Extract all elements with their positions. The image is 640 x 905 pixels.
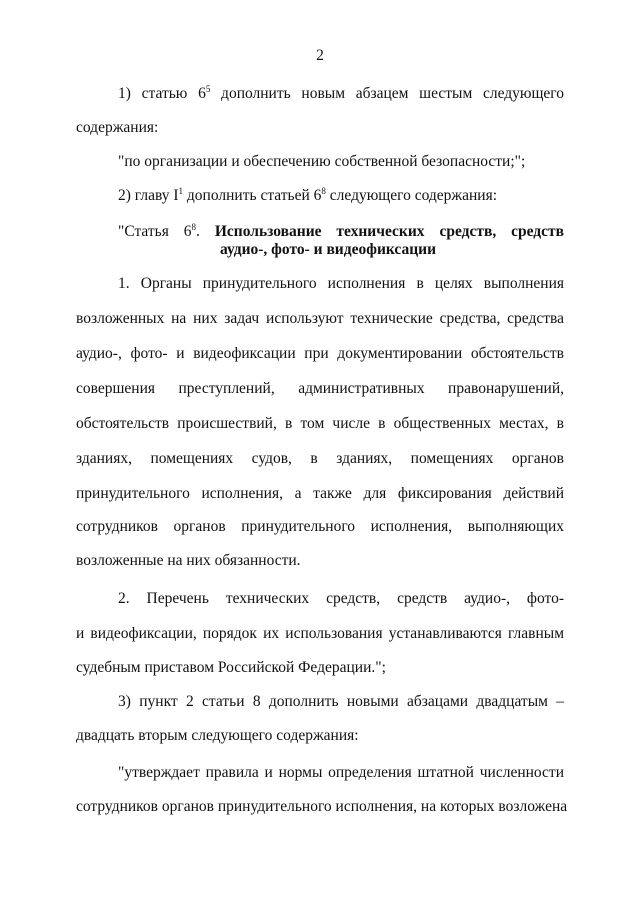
para2-line2: и видеофиксации, порядок их использования устанавливаются главным: [76, 625, 564, 642]
item2-text-b: дополнить статьей 6: [183, 187, 322, 204]
para1-line4: совершения преступлений, административных правонарушений,: [76, 380, 564, 397]
item1-quote: "по организации и обеспечению собственной безопасности;";: [118, 153, 526, 170]
para1-line1: 1. Органы принудительного исполнения в целях выполнения: [118, 275, 564, 292]
item2-text-a: 2) главу I: [118, 187, 179, 204]
para1-line9: возложенные на них обязанности.: [76, 552, 301, 569]
page-number: 2: [316, 47, 324, 64]
article-superscript: 8: [191, 222, 197, 232]
para1-line6: зданиях, помещениях судов, в зданиях, помещениях органов: [76, 450, 564, 467]
para2-line3: судебным приставом Российской Федерации.";: [76, 659, 386, 676]
item2-text-c: следующего содержания:: [325, 187, 498, 204]
item3-line2: двадцать вторым следующего содержания:: [76, 727, 359, 744]
item2-superscript-1: 1: [178, 186, 184, 196]
quote2-line2: сотрудников органов принудительного исполнения, на которых возложена: [76, 798, 568, 815]
item3-line1: 3) пункт 2 статьи 8 дополнить новыми абзацами двадцатым –: [118, 693, 564, 710]
para1-line2: возложенных на них задач используют технические средства, средства: [76, 310, 564, 327]
article-title-line1: Использование технических средств, средств: [214, 223, 564, 240]
quote2-line1: "утверждает правила и нормы определения штатной численности: [118, 764, 564, 781]
item1-superscript: 5: [205, 84, 211, 94]
item1-text-a: 1) статью 6: [118, 85, 206, 102]
para1-line7: принудительного исполнения, а также для фиксирования действий: [76, 485, 564, 502]
para2-line1: 2. Перечень технических средств, средств аудио-, фото-: [118, 590, 564, 607]
item2-line: [118, 187, 564, 205]
article-label-dot: .: [196, 223, 215, 240]
para1-line3: аудио-, фото- и видеофиксации при документировании обстоятельств: [76, 345, 564, 362]
item1-line2: содержания:: [76, 119, 159, 136]
para1-line5: обстоятельств происшествий, в том числе в общественных местах, в: [76, 415, 564, 432]
article-title-line2: аудио-, фото- и видеофиксации: [220, 241, 437, 258]
item2-superscript-2: 8: [321, 186, 326, 196]
para1-line8: сотрудников органов принудительного исполнения, выполняющих: [76, 518, 564, 535]
article-label: "Статья 6: [118, 223, 192, 240]
item1-text-b: дополнить новым абзацем шестым следующего: [210, 85, 565, 102]
item1-line1: [118, 85, 564, 103]
article-heading-line1: [118, 223, 564, 241]
